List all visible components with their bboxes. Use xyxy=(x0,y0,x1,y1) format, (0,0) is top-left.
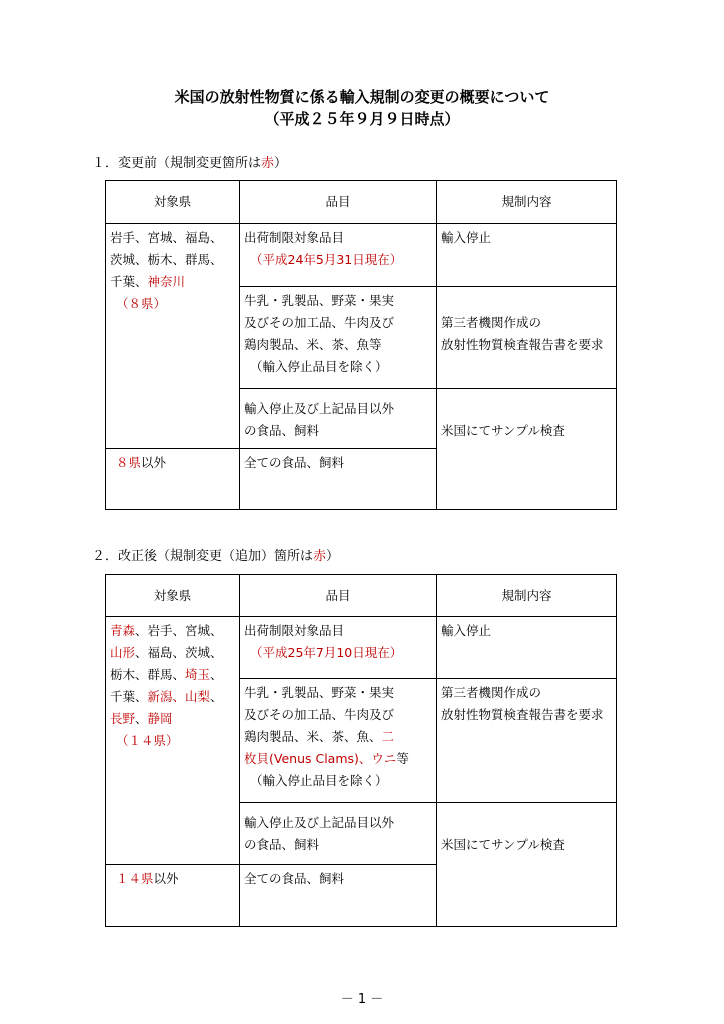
document-title: 米国の放射性物質に係る輸入規制の変更の概要について xyxy=(174,88,550,106)
prefecture-list: 青森、岩手、宮城、 山形、福島、茨城、 栃木、群馬、埼玉、 千葉、新潟、山梨、 長野、静岡 （１４県） xyxy=(106,617,240,865)
regulation-certificate: 第三者機関作成の 放射性物質検査報告書を要求 xyxy=(437,679,617,803)
header-item: 品目 xyxy=(240,181,437,224)
prefecture-list: 岩手、宮城、福島、 茨城、栃木、群馬、 千葉、神奈川 （８県） xyxy=(106,224,240,449)
regulation-import-ban: 輸入停止 xyxy=(437,224,617,287)
regulation-sample-test: 米国にてサンプル検査 xyxy=(437,803,617,927)
header-prefecture: 対象県 xyxy=(106,575,240,617)
page-number: － 1 － xyxy=(340,992,384,1007)
header-prefecture: 対象県 xyxy=(106,181,240,224)
header-item: 品目 xyxy=(240,575,437,617)
section2-heading: ２．改正後（規制変更（追加）箇所は赤） xyxy=(92,549,340,564)
header-regulation: 規制内容 xyxy=(437,575,617,617)
item-all-foods: 全ての食品、飼料 xyxy=(240,865,437,927)
item-restricted: 出荷制限対象品目 （平成25年7月10日現在） xyxy=(240,617,437,679)
item-dairy-etc: 牛乳・乳製品、野菜・果実 及びその加工品、牛肉及び 鶏肉製品、米、茶、魚、二 枚貝(Venus Clams)、ウニ等 （輸入停止品目を除く） xyxy=(240,679,437,803)
table-after xyxy=(105,574,617,927)
section1-heading: １．変更前（規制変更箇所は赤） xyxy=(92,156,288,171)
regulation-certificate: 第三者機関作成の 放射性物質検査報告書を要求 xyxy=(437,287,617,389)
item-other-foods: 輸入停止及び上記品目以外 の食品、飼料 xyxy=(240,803,437,865)
item-dairy-etc: 牛乳・乳製品、野菜・果実 及びその加工品、牛肉及び 鶏肉製品、米、茶、魚等 （輸入停止品目を除く） xyxy=(240,287,437,389)
item-other-foods: 輸入停止及び上記品目以外 の食品、飼料 xyxy=(240,389,437,449)
header-regulation: 規制内容 xyxy=(437,181,617,224)
item-all-foods: 全ての食品、飼料 xyxy=(240,449,437,510)
prefecture-other: ８県以外 xyxy=(106,449,240,510)
prefecture-other: １４県以外 xyxy=(106,865,240,927)
regulation-import-ban: 輸入停止 xyxy=(437,617,617,679)
document-date: （平成２５年９月９日時点） xyxy=(264,110,460,128)
regulation-sample-test: 米国にてサンプル検査 xyxy=(437,389,617,510)
table-before xyxy=(105,180,617,510)
item-restricted: 出荷制限対象品目 （平成24年5月31日現在） xyxy=(240,224,437,287)
